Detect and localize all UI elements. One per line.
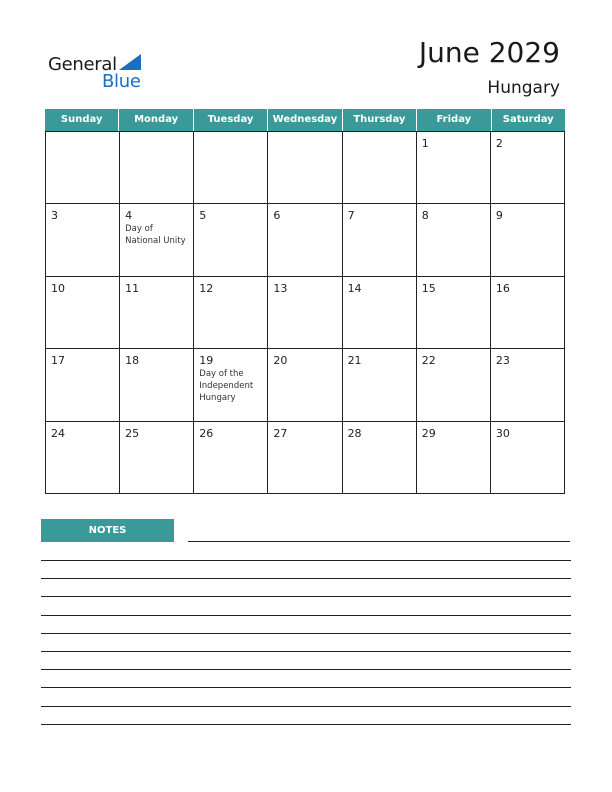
day-cell	[268, 204, 342, 275]
calendar	[45, 109, 565, 498]
day-cell	[120, 204, 194, 275]
day-cell	[46, 132, 120, 203]
day-number: 11	[125, 281, 140, 295]
day-cell	[268, 132, 342, 203]
day-cell	[417, 204, 491, 275]
weekday-sunday: Sunday	[45, 109, 119, 131]
day-number: 18	[125, 354, 140, 368]
day-number: 19	[199, 354, 214, 368]
note-line	[41, 615, 571, 616]
notes-label: NOTES	[41, 519, 174, 542]
day-number: 30	[495, 426, 510, 440]
weekday-wednesday: Wednesday	[268, 109, 342, 131]
day-number: 8	[421, 209, 429, 223]
day-number: 3	[51, 209, 58, 223]
day-number: 16	[495, 281, 510, 295]
logo-text-general: General	[48, 54, 117, 75]
day-cell	[491, 132, 564, 203]
day-cell	[343, 204, 417, 275]
day-cell	[194, 349, 268, 420]
day-cell	[343, 132, 417, 203]
day-cell	[268, 277, 342, 348]
day-cell	[343, 349, 417, 420]
day-number: 2	[495, 137, 503, 150]
day-number: 14	[347, 281, 362, 295]
day-cell	[46, 422, 120, 493]
day-cell	[343, 422, 417, 493]
day-number: 29	[421, 426, 436, 440]
day-number: 9	[495, 209, 503, 223]
note-line	[41, 669, 571, 670]
day-number: 26	[199, 426, 214, 440]
note-line	[188, 541, 570, 542]
day-number: 27	[273, 426, 288, 440]
day-number: 12	[199, 281, 214, 295]
day-number: 25	[125, 426, 140, 440]
day-number: 15	[421, 281, 436, 295]
note-line	[41, 578, 571, 579]
day-cell	[417, 277, 491, 348]
day-number: 13	[273, 281, 288, 295]
day-cell	[491, 349, 564, 420]
day-cell	[120, 277, 194, 348]
note-line	[41, 687, 571, 688]
holiday-label: Day of National Unity	[125, 224, 186, 247]
day-cell	[46, 204, 120, 275]
holiday-label: Day of the Independent Hungary	[199, 369, 254, 404]
page-title: June 2029	[418, 36, 560, 69]
note-line	[41, 706, 571, 707]
calendar-grid	[45, 131, 565, 494]
day-cell	[417, 422, 491, 493]
day-cell	[46, 349, 120, 420]
day-number: 24	[51, 426, 65, 440]
weekday-thursday: Thursday	[343, 109, 417, 131]
day-number: 5	[199, 209, 207, 223]
day-cell	[268, 422, 342, 493]
note-line	[41, 596, 571, 597]
calendar-week	[46, 131, 564, 203]
note-line	[41, 560, 571, 561]
day-number: 6	[273, 209, 281, 223]
country-name: Hungary	[487, 78, 560, 98]
calendar-week	[46, 203, 564, 275]
note-line	[41, 724, 571, 725]
day-cell	[194, 204, 268, 275]
day-number: 4	[125, 209, 133, 223]
general-blue-logo	[48, 52, 148, 92]
day-cell	[194, 277, 268, 348]
logo-triangle-icon	[119, 54, 141, 70]
calendar-week	[46, 421, 564, 493]
day-cell	[120, 132, 194, 203]
logo-text-blue: Blue	[102, 71, 141, 92]
weekday-header	[45, 109, 565, 131]
day-cell	[268, 349, 342, 420]
day-cell	[417, 132, 491, 203]
note-line	[41, 651, 571, 652]
day-cell	[491, 277, 564, 348]
day-cell	[491, 204, 564, 275]
weekday-monday: Monday	[119, 109, 193, 131]
day-cell	[46, 277, 120, 348]
day-number: 7	[347, 209, 355, 223]
day-number: 17	[51, 354, 65, 368]
note-line	[41, 633, 571, 634]
weekday-friday: Friday	[417, 109, 491, 131]
day-number: 23	[495, 354, 510, 368]
day-number: 1	[421, 137, 429, 150]
day-number: 22	[421, 354, 436, 368]
calendar-week	[46, 348, 564, 420]
day-cell	[343, 277, 417, 348]
weekday-saturday: Saturday	[502, 114, 554, 125]
day-cell	[120, 349, 194, 420]
weekday-tuesday: Tuesday	[194, 109, 268, 131]
day-cell	[120, 422, 194, 493]
day-number: 28	[347, 426, 362, 440]
calendar-week	[46, 276, 564, 348]
day-cell	[417, 349, 491, 420]
day-number: 21	[347, 354, 362, 368]
day-number: 20	[273, 354, 288, 368]
day-cell	[194, 132, 268, 203]
day-cell	[491, 422, 564, 493]
day-cell	[194, 422, 268, 493]
day-number: 10	[51, 281, 65, 295]
